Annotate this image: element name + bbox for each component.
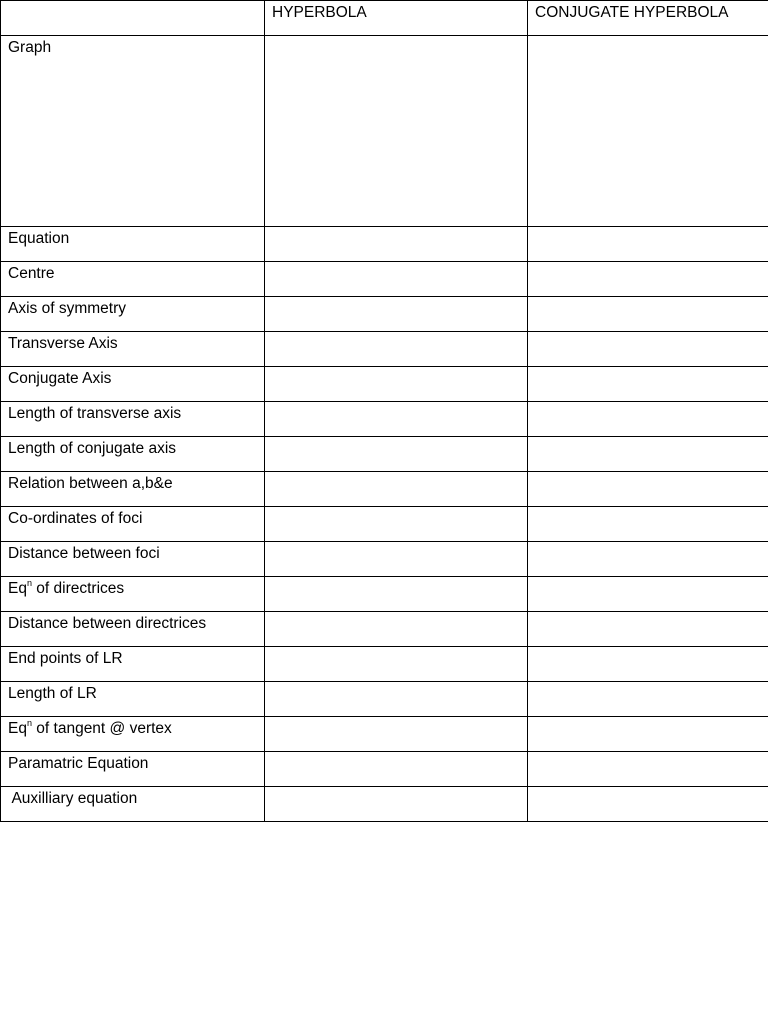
row-label-length-lr: Length of LR bbox=[1, 682, 265, 717]
cell-conjugate bbox=[528, 437, 768, 472]
table-header-row bbox=[1, 1, 768, 36]
table-row bbox=[1, 717, 768, 752]
cell-hyperbola bbox=[265, 612, 528, 647]
cell-conjugate bbox=[528, 647, 768, 682]
row-label-axis-of-symmetry: Axis of symmetry bbox=[1, 297, 265, 332]
table-row bbox=[1, 227, 768, 262]
table-row bbox=[1, 367, 768, 402]
table-row bbox=[1, 787, 768, 822]
cell-conjugate bbox=[528, 227, 768, 262]
row-label-equation: Equation bbox=[1, 227, 265, 262]
row-label-length-transverse-axis: Length of transverse axis bbox=[1, 402, 265, 437]
cell-hyperbola bbox=[265, 262, 528, 297]
row-label-end-points-lr: End points of LR bbox=[1, 647, 265, 682]
cell-hyperbola bbox=[265, 507, 528, 542]
cell-conjugate bbox=[528, 507, 768, 542]
cell-hyperbola bbox=[265, 542, 528, 577]
header-cell-hyperbola: HYPERBOLA bbox=[265, 1, 528, 36]
cell-conjugate bbox=[528, 367, 768, 402]
cell-hyperbola bbox=[265, 227, 528, 262]
row-label-length-conjugate-axis: Length of conjugate axis bbox=[1, 437, 265, 472]
row-label-distance-foci: Distance between foci bbox=[1, 542, 265, 577]
cell-conjugate bbox=[528, 542, 768, 577]
header-cell-empty bbox=[1, 1, 265, 36]
table-row bbox=[1, 507, 768, 542]
row-label-conjugate-axis: Conjugate Axis bbox=[1, 367, 265, 402]
cell-conjugate bbox=[528, 752, 768, 787]
row-label-relation-abe: Relation between a,b&e bbox=[1, 472, 265, 507]
cell-conjugate bbox=[528, 682, 768, 717]
eq-prefix: Eq bbox=[8, 720, 27, 737]
cell-hyperbola bbox=[265, 332, 528, 367]
table-row bbox=[1, 472, 768, 507]
cell-hyperbola bbox=[265, 367, 528, 402]
cell-conjugate-graph bbox=[528, 36, 768, 227]
eq-suffix: of tangent @ vertex bbox=[31, 720, 172, 737]
row-label-coordinates-foci: Co-ordinates of foci bbox=[1, 507, 265, 542]
row-label-auxiliary-equation: Auxilliary equation bbox=[1, 787, 265, 822]
table-row bbox=[1, 542, 768, 577]
cell-hyperbola bbox=[265, 577, 528, 612]
cell-hyperbola bbox=[265, 437, 528, 472]
table-row bbox=[1, 437, 768, 472]
header-cell-conjugate-hyperbola: CONJUGATE HYPERBOLA bbox=[528, 1, 768, 36]
table-row bbox=[1, 577, 768, 612]
cell-conjugate bbox=[528, 612, 768, 647]
cell-hyperbola bbox=[265, 682, 528, 717]
row-label-eq-tangent-vertex bbox=[1, 717, 265, 752]
cell-conjugate bbox=[528, 402, 768, 437]
cell-conjugate bbox=[528, 577, 768, 612]
row-label-transverse-axis: Transverse Axis bbox=[1, 332, 265, 367]
table-row bbox=[1, 332, 768, 367]
eq-suffix: of directrices bbox=[31, 580, 125, 597]
table-row bbox=[1, 752, 768, 787]
cell-hyperbola bbox=[265, 472, 528, 507]
table-row-graph bbox=[1, 36, 768, 227]
cell-hyperbola-graph bbox=[265, 36, 528, 227]
cell-hyperbola bbox=[265, 297, 528, 332]
row-label-centre: Centre bbox=[1, 262, 265, 297]
table-row bbox=[1, 262, 768, 297]
row-label-graph: Graph bbox=[1, 36, 265, 227]
row-label-distance-directrices: Distance between directrices bbox=[1, 612, 265, 647]
row-label-eq-directrices bbox=[1, 577, 265, 612]
table-row bbox=[1, 682, 768, 717]
cell-conjugate bbox=[528, 262, 768, 297]
row-label-parametric-equation: Paramatric Equation bbox=[1, 752, 265, 787]
cell-hyperbola bbox=[265, 752, 528, 787]
table-row bbox=[1, 647, 768, 682]
cell-hyperbola bbox=[265, 787, 528, 822]
eq-prefix: Eq bbox=[8, 580, 27, 597]
cell-hyperbola bbox=[265, 717, 528, 752]
cell-conjugate bbox=[528, 332, 768, 367]
table-row bbox=[1, 297, 768, 332]
table-row bbox=[1, 402, 768, 437]
cell-conjugate bbox=[528, 717, 768, 752]
cell-hyperbola bbox=[265, 647, 528, 682]
table-row bbox=[1, 612, 768, 647]
cell-conjugate bbox=[528, 297, 768, 332]
cell-hyperbola bbox=[265, 402, 528, 437]
cell-conjugate bbox=[528, 472, 768, 507]
cell-conjugate bbox=[528, 787, 768, 822]
eq-superscript: n bbox=[26, 717, 32, 728]
eq-superscript: n bbox=[26, 577, 32, 588]
